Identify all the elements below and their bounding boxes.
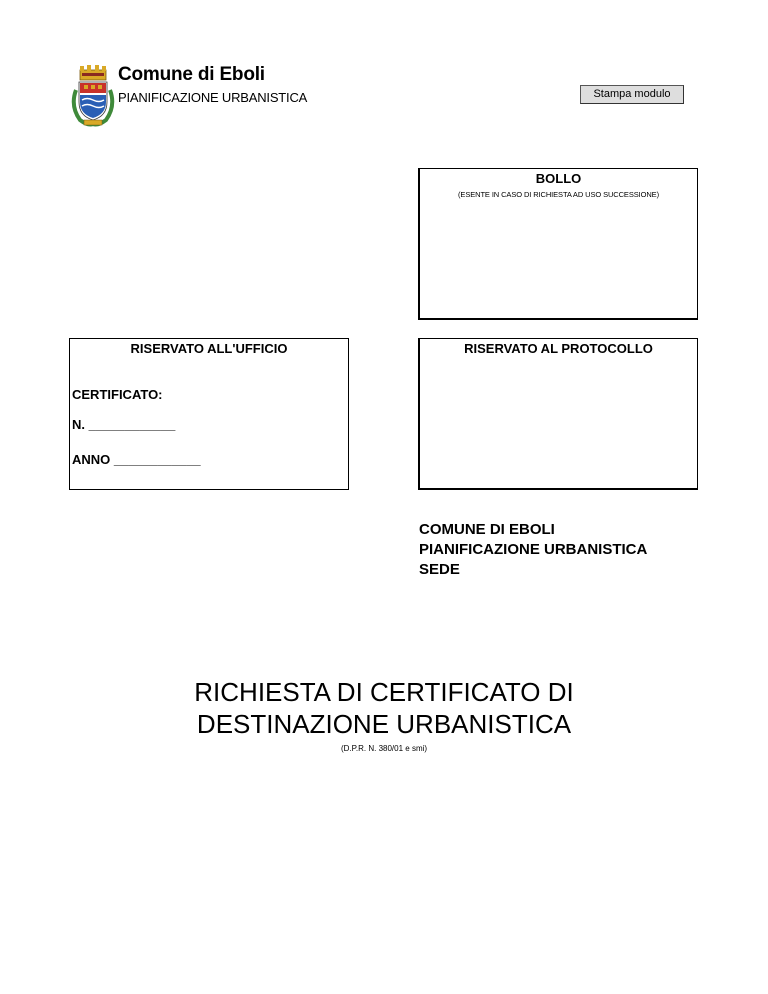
office-reserved-title: RISERVATO ALL'UFFICIO xyxy=(130,341,288,356)
document-legal-reference: (D.P.R. N. 380/01 e smi) xyxy=(340,744,428,753)
document-title-line-1: RICHIESTA DI CERTIFICATO DI xyxy=(194,677,574,707)
recipient-address xyxy=(419,520,647,580)
document-title xyxy=(0,676,768,740)
stamp-box xyxy=(418,168,698,320)
protocol-reserved-title: RISERVATO AL PROTOCOLLO xyxy=(464,341,653,356)
recipient-line-1: COMUNE DI EBOLI xyxy=(419,521,555,538)
department-name: PIANIFICAZIONE URBANISTICA xyxy=(118,90,308,105)
stamp-box-note: (ESENTE IN CASO DI RICHIESTA AD USO SUCCESSIONE) xyxy=(458,190,659,199)
certificate-label: CERTIFICATO: xyxy=(72,387,163,402)
document-title-line-2: DESTINAZIONE URBANISTICA xyxy=(196,709,572,739)
office-reserved-box xyxy=(69,338,349,490)
protocol-reserved-box xyxy=(418,338,698,490)
certificate-year-field: ANNO ____________ xyxy=(72,452,201,467)
organization-name: Comune di Eboli xyxy=(118,64,265,85)
recipient-line-3: SEDE xyxy=(419,561,460,578)
coat-of-arms-icon xyxy=(68,62,118,128)
stamp-box-title: BOLLO xyxy=(535,171,582,186)
recipient-line-2: PIANIFICAZIONE URBANISTICA xyxy=(419,541,648,558)
print-form-button[interactable]: Stampa modulo xyxy=(580,85,684,104)
certificate-number-field: N. ____________ xyxy=(72,417,176,432)
